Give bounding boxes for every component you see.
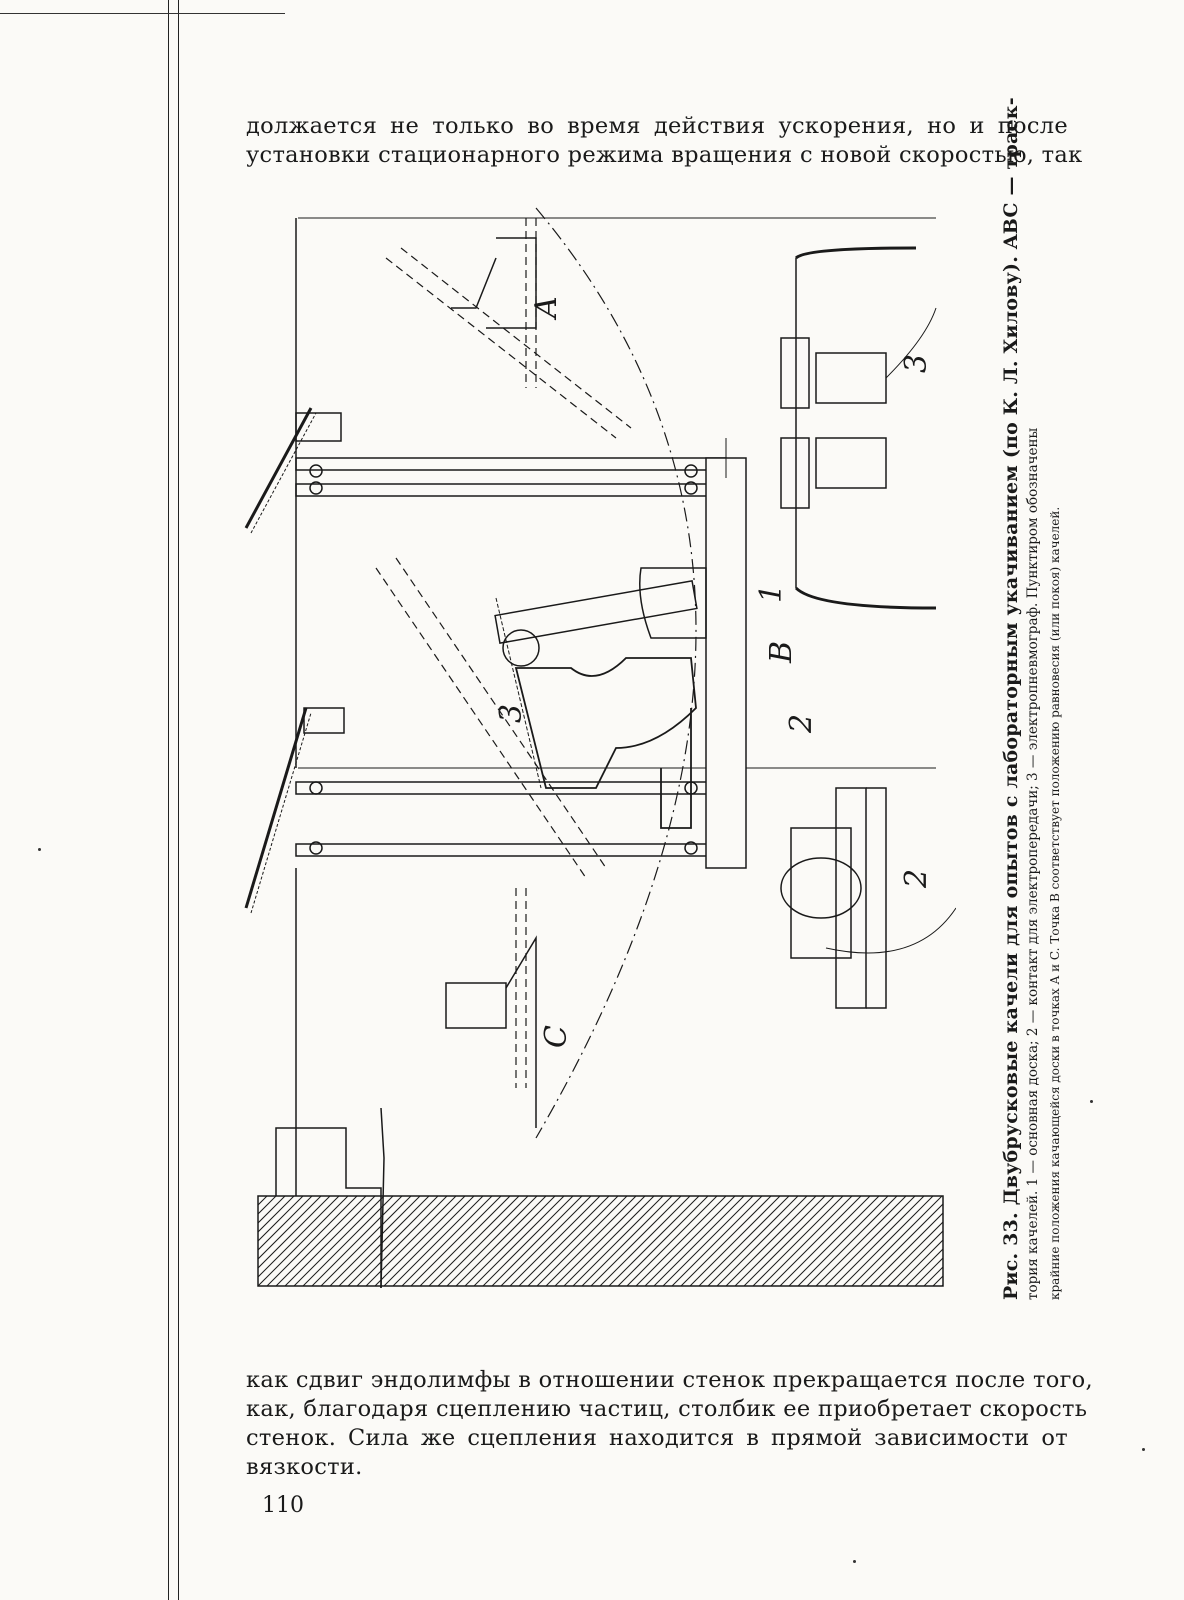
hatch-line bbox=[236, 1196, 258, 1286]
label-three-inset: 3 bbox=[899, 353, 934, 373]
label-three-main: 3 bbox=[494, 703, 529, 723]
margin-line-right bbox=[178, 0, 179, 1600]
text-line: как, благодаря сцеплению частиц, столбик ее приобретает скорость bbox=[246, 1396, 1088, 1422]
caption-line: крайние положения качающейся доски в точках A и C. Точка B соответствует положению равновесия (или покоя) качелей. bbox=[1048, 506, 1062, 1300]
caption-line: Рис. 33. Двубрусковые качели для опытов с лабораторным укачиванием (по К. Л. Хилову). ABC — траек- bbox=[1000, 97, 1022, 1300]
scan-speck bbox=[1142, 1448, 1145, 1451]
scan-speck bbox=[853, 1560, 856, 1563]
top-paragraph bbox=[246, 112, 1083, 170]
main-board bbox=[640, 438, 746, 868]
text-line: как сдвиг эндолимфы в отношении стенок прекращается после того, bbox=[246, 1367, 1093, 1393]
label-c: C bbox=[539, 1025, 574, 1048]
page-number: 110 bbox=[262, 1493, 304, 1518]
floor-hatch bbox=[236, 1196, 956, 1286]
label-a: A bbox=[529, 296, 564, 318]
bottom-paragraph bbox=[246, 1366, 1093, 1482]
electropneumograph-inset bbox=[781, 248, 936, 608]
position-a bbox=[451, 238, 536, 328]
label-one: 1 bbox=[754, 583, 789, 603]
text-line: установки стационарного режима вращения с новой скоростью, так bbox=[246, 142, 1083, 168]
top-rule bbox=[0, 13, 285, 14]
swing-figure bbox=[236, 188, 956, 1313]
hatch-line bbox=[942, 1196, 956, 1286]
label-two-inset: 2 bbox=[899, 868, 934, 888]
text-line: стенок. Сила же сцепления находится в прямой зависимости от bbox=[246, 1425, 1068, 1451]
caption-line: тория качелей. 1 — основная доска; 2 — контакт для электропередачи; 3 — электропневмограф. Пунктиром обозначены bbox=[1025, 427, 1041, 1300]
label-two-main: 2 bbox=[784, 713, 819, 733]
scan-speck bbox=[38, 848, 41, 851]
ceiling-bracket-bottom bbox=[246, 708, 344, 913]
figure-caption bbox=[1000, 97, 1070, 1300]
contact-inset bbox=[781, 788, 956, 1008]
margin-line-left bbox=[168, 0, 169, 1600]
scan-speck bbox=[1090, 1100, 1093, 1103]
trajectory-arc bbox=[536, 208, 696, 1138]
label-b: B bbox=[764, 640, 799, 663]
text-line: должается не только во время действия ускорения, но и после bbox=[246, 113, 1068, 139]
position-c bbox=[446, 938, 536, 1128]
text-line: вязкости. bbox=[246, 1454, 363, 1480]
